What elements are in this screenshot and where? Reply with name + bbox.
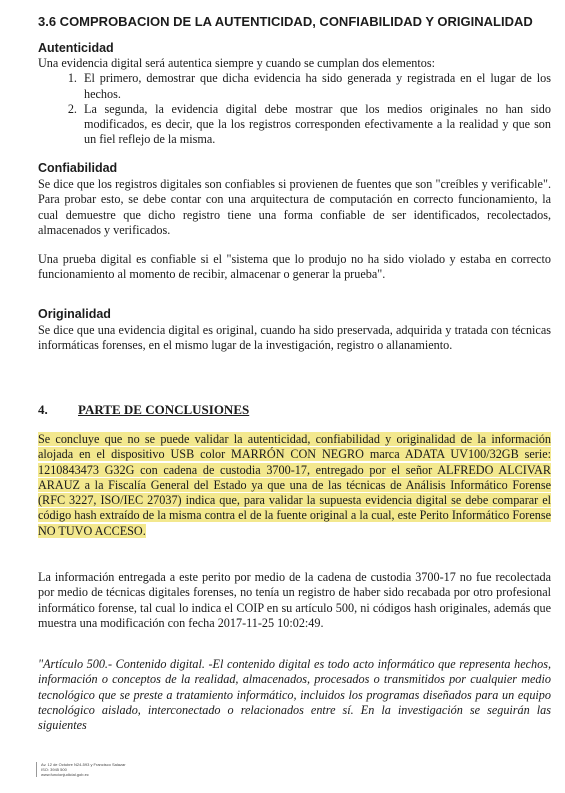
confiabilidad-title: Confiabilidad: [38, 161, 118, 175]
autenticidad-title: Autenticidad: [38, 41, 114, 55]
conclusions-highlighted: [38, 432, 551, 539]
article-quote: [38, 657, 551, 733]
autenticidad-item: 2. La segunda, la evidencia digital debe mostrar que los medios originales no han sido modificados, es decir, que la los registros corresponden efectivamente a la realidad y que son un fiel reflejo de la misma.: [80, 102, 551, 148]
autenticidad-intro: Una evidencia digital será autentica siempre y cuando se cumplan dos elementos:: [38, 56, 435, 70]
section-title: PARTE DE CONCLUSIONES: [78, 402, 250, 417]
confiabilidad-section: [38, 177, 551, 283]
confiabilidad-paragraph-2: Una prueba digital es confiable si el "sistema que lo produjo no ha sido violado y estaba en correcto funcionamiento al momento de recibir, almacenar o generar la prueba".: [38, 252, 551, 282]
autenticidad-section: [38, 56, 551, 148]
article-500-quote: "Artículo 500.- Contenido digital. -El contenido digital es todo acto informático que representa hechos, información o conceptos de la realidad, almacenados, procesados o transmitidos por cualquier medio tecnológico que se preste a tratamiento informático, incluidos los programas diseñados para un equipo tecnológico aislado, interconectado o relacionados entre sí. En la investigación se seguirán las siguientes: [38, 657, 551, 733]
conclusions-paragraph: [38, 570, 551, 631]
originalidad-title: Originalidad: [38, 307, 111, 321]
conclusions-heading: [38, 402, 551, 418]
section-heading: 3.6 COMPROBACION DE LA AUTENTICIDAD, CONFIABILIDAD Y ORIGINALIDAD: [38, 14, 533, 29]
highlighted-conclusion: Se concluye que no se puede validar la autenticidad, confiabilidad y originalidad de la información alojada en el dispositivo USB color MARRÓN CON NEGRO marca ADATA UV100/32GB serie: 1210843473 G32G con cadena de custodia 3700-17, entregado por el señor ALFREDO ALCIVAR ARAUZ a la Fiscalía General del Estado ya que una de las técnicas de Análisis Informático Forense (RFC 3227, ISO/IEC 27037) indica que, para validar la supuesta evidencia digital se debe comparar el código hash extraído de la misma contra el de la fuente original a la cual, este Perito Informático Forense NO TUVO ACCESO.: [38, 432, 551, 538]
originalidad-section: [38, 323, 551, 354]
footer-address: Av. 12 de Octubre N24-593 y Francisco Salazar: [41, 762, 126, 767]
footer-phone: ISO: 3945 500: [41, 767, 67, 772]
page-footer: [36, 762, 126, 777]
footer-website: www.funcionjudicial.gob.ec: [41, 772, 89, 777]
originalidad-paragraph: Se dice que una evidencia digital es original, cuando ha sido preservada, adquirida y tratada con técnicas informáticas forenses, en el mismo lugar de la investigación, registro o allanamiento.: [38, 323, 551, 353]
confiabilidad-paragraph-1: Se dice que los registros digitales son confiables si provienen de fuentes que son "creíbles y verificable". Para probar esto, se debe contar con una arquitectura de computación en correcto funcionamiento, la cual demuestre que dicho registro tiene una forma confiable de ser identificados, recolectados, almacenados y verificados.: [38, 177, 551, 237]
custody-paragraph: La información entregada a este perito por medio de la cadena de custodia 3700-17 no fue recolectada por medio de técnicas digitales forenses, no tenía un registro de haber sido recabada por otro profesional informático forense, tal cual lo indica el COIP en su artículo 500, ni códigos hash originales, además que muestra una modificación con fecha 2017-11-25 10:02:49.: [38, 570, 551, 630]
section-number: 4.: [38, 402, 48, 417]
autenticidad-item: 1. El primero, demostrar que dicha evidencia ha sido generada y registrada en el lugar de los hechos.: [80, 71, 551, 102]
autenticidad-list: [38, 71, 551, 147]
